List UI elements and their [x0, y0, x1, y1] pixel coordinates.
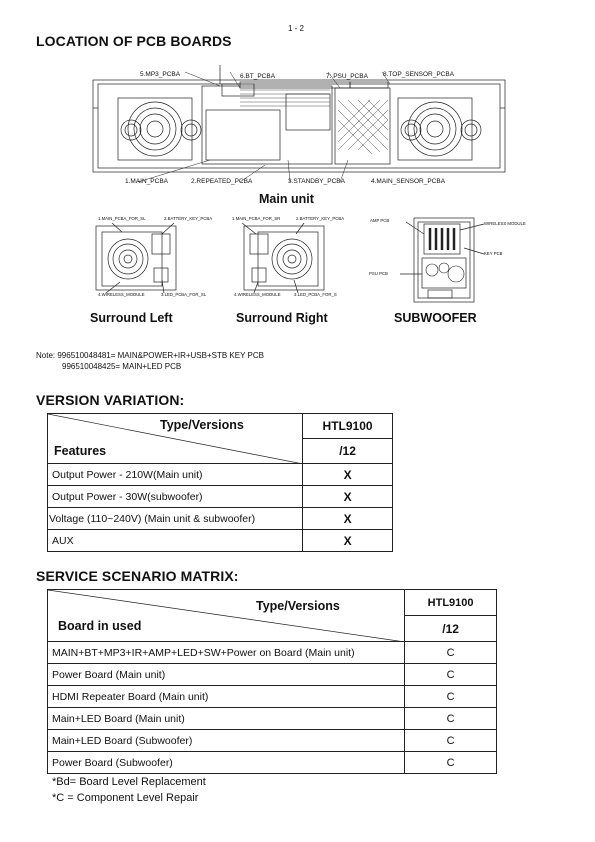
table-row [48, 730, 497, 752]
version-model: HTL9100 [303, 414, 393, 439]
table-row [48, 530, 393, 552]
service-version: /12 [405, 616, 497, 642]
version-number: /12 [303, 439, 393, 464]
table-row [48, 664, 497, 686]
sub-label-amp: AMP PCB [370, 218, 390, 223]
service-title: SERVICE SCENARIO MATRIX: [36, 568, 239, 584]
service-table [47, 589, 497, 774]
sl-label-main: 1.MAIN_PCBA_FOR_SL [98, 216, 146, 221]
feature-cell: Output Power - 210W(Main unit) [48, 464, 303, 486]
value-cell: X [303, 530, 393, 552]
note-line-2: 996510048425= MAIN+LED PCB [62, 362, 182, 371]
value-cell: X [303, 486, 393, 508]
service-type-label: Type/Versions [256, 599, 340, 613]
sub-label-wireless: WIRELESS MODULE [484, 221, 526, 226]
main-unit-drawing [90, 60, 510, 190]
value-cell: C [405, 730, 497, 752]
page-number: 1 - 2 [288, 24, 305, 33]
sl-label-battery: 2.BATTERY_KEY_PCBA [164, 216, 213, 221]
sr-label-wireless: 4.WIRELESS_MODULE [234, 292, 281, 297]
version-title: VERSION VARIATION: [36, 392, 185, 408]
location-title: LOCATION OF PCB BOARDS [36, 33, 232, 49]
version-header-cell [48, 414, 303, 464]
table-row [48, 642, 497, 664]
surround-left-drawing [92, 220, 212, 300]
subwoofer-drawing [400, 214, 490, 304]
footnote-c: *C = Component Level Repair [52, 792, 199, 804]
table-row [48, 486, 393, 508]
surround-right-drawing [232, 220, 352, 300]
label-repeated-pcba: 2.REPEATED_PCBA [191, 178, 253, 185]
table-row [48, 708, 497, 730]
note-line-1: Note: 996510048481= MAIN&POWER+IR+USB+STB KEY PCB [36, 351, 264, 360]
surround-right-caption: Surround Right [236, 311, 328, 325]
subwoofer-caption: SUBWOOFER [394, 311, 477, 325]
board-cell: Main+LED Board (Main unit) [48, 708, 405, 730]
label-top-sensor-pcba: 8.TOP_SENSOR_PCBA [383, 71, 455, 78]
board-cell: Main+LED Board (Subwoofer) [48, 730, 405, 752]
sr-label-led: 3.LED_PCBA_FOR_S [294, 292, 337, 297]
value-cell: X [303, 464, 393, 486]
table-row [48, 464, 393, 486]
table-row [48, 686, 497, 708]
service-header-cell [48, 590, 405, 642]
version-table [47, 413, 393, 552]
label-mp3-pcba: 5.MP3_PCBA [140, 71, 181, 78]
label-main-sensor-pcba: 4.MAIN_SENSOR_PCBA [371, 178, 446, 185]
feature-cell: Voltage (110~240V) (Main unit & subwoofer) [48, 508, 303, 530]
feature-cell: Output Power - 30W(subwoofer) [48, 486, 303, 508]
table-row [48, 508, 393, 530]
service-board-label: Board in used [58, 619, 142, 633]
sub-label-key: KEY PCB [484, 251, 503, 256]
header-diagonal [48, 590, 405, 642]
board-cell: Power Board (Main unit) [48, 664, 405, 686]
feature-cell: AUX [48, 530, 303, 552]
board-cell: HDMI Repeater Board (Main unit) [48, 686, 405, 708]
sub-label-psu: PSU PCB [369, 271, 388, 276]
value-cell: X [303, 508, 393, 530]
value-cell: C [405, 686, 497, 708]
label-bt-pcba: 6.BT_PCBA [240, 73, 276, 80]
board-cell: Power Board (Subwoofer) [48, 752, 405, 774]
value-cell: C [405, 642, 497, 664]
board-cell: MAIN+BT+MP3+IR+AMP+LED+SW+Power on Board (Main unit) [48, 642, 405, 664]
sl-label-led: 3.LED_PCBA_FOR_SL [161, 292, 207, 297]
label-standby-pcba: 3.STANDBY_PCBA [288, 178, 345, 185]
label-main-pcba: 1.MAIN_PCBA [125, 178, 168, 185]
surround-left-caption: Surround Left [90, 311, 173, 325]
version-type-label: Type/Versions [160, 418, 244, 432]
sl-label-wireless: 4.WIRELESS_MODULE [98, 292, 145, 297]
sr-label-main: 1.MAIN_PCBA_FOR_SR [232, 216, 281, 221]
version-features-label: Features [54, 444, 107, 458]
label-psu-pcba: 7: PSU_PCBA [326, 73, 368, 80]
table-row [48, 752, 497, 774]
footnote-bd: *Bd= Board Level Replacement [52, 776, 206, 788]
value-cell: C [405, 708, 497, 730]
main-unit-caption: Main unit [259, 192, 314, 206]
service-model: HTL9100 [405, 590, 497, 616]
value-cell: C [405, 752, 497, 774]
value-cell: C [405, 664, 497, 686]
sr-label-battery: 2.BATTERY_KEY_PCBA [296, 216, 345, 221]
